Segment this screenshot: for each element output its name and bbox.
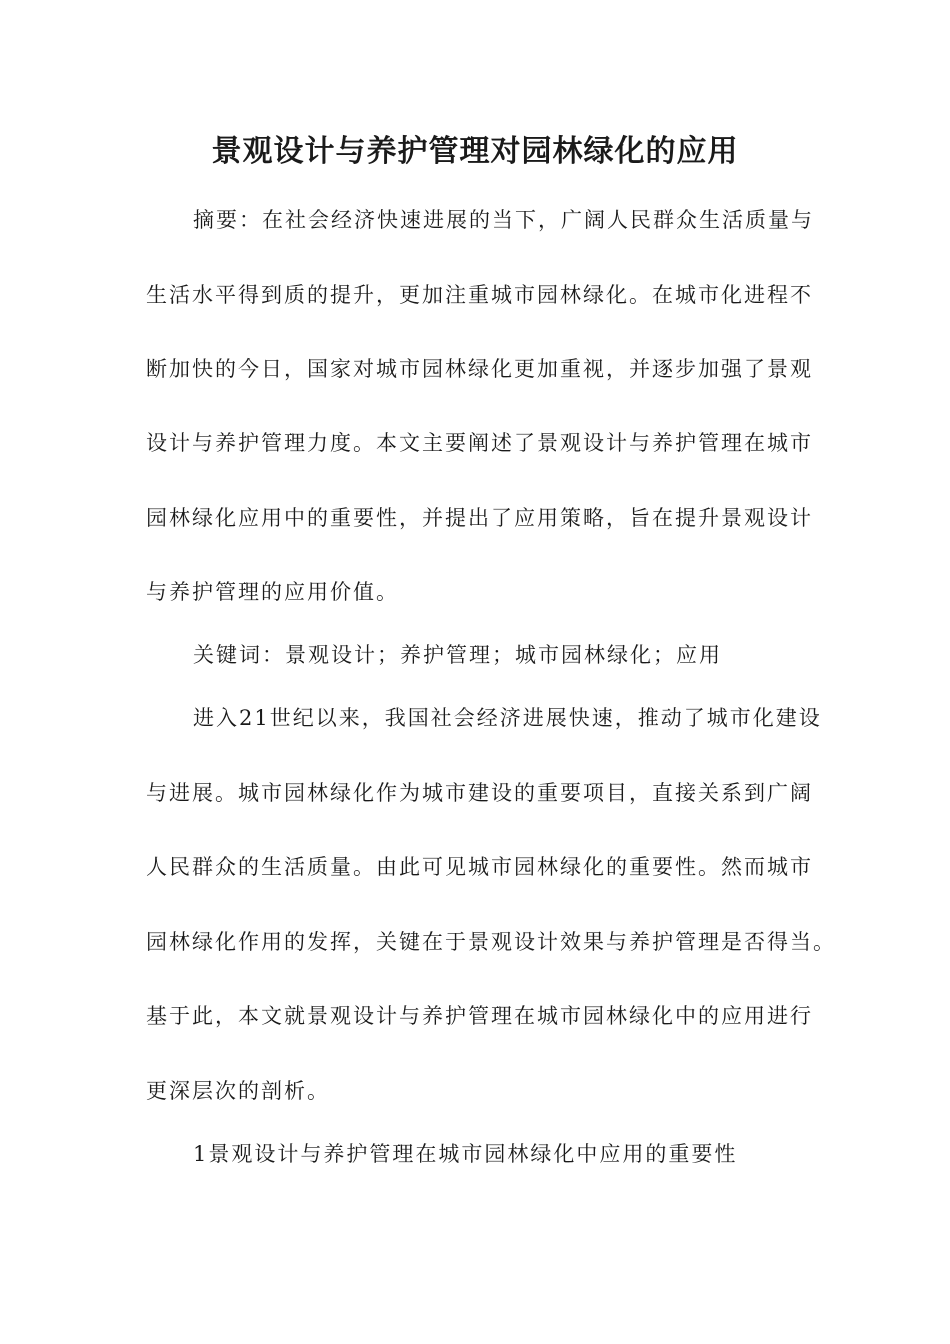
intro-line: 更深层次的剖析。 <box>146 1079 330 1103</box>
abstract-line: 生活水平得到质的提升，更加注重城市园林绿化。在城市化进程不 <box>146 283 813 307</box>
intro-line: 人民群众的生活质量。由此可见城市园林绿化的重要性。然而城市 <box>146 855 813 879</box>
document-title: 景观设计与养护管理对园林绿化的应用 <box>211 134 739 169</box>
abstract-line: 断加快的今日，国家对城市园林绿化更加重视，并逐步加强了景观 <box>146 357 813 381</box>
intro-line: 基于此，本文就景观设计与养护管理在城市园林绿化中的应用进行 <box>146 1004 813 1028</box>
abstract-line: 与养护管理的应用价值。 <box>146 580 399 604</box>
keywords-line: 关键词：景观设计；养护管理；城市园林绿化；应用 <box>193 643 722 667</box>
intro-line: 与进展。城市园林绿化作为城市建设的重要项目，直接关系到广阔 <box>146 781 813 805</box>
intro-line: 园林绿化作用的发挥，关键在于景观设计效果与养护管理是否得当。 <box>146 930 836 954</box>
abstract-line: 设计与养护管理力度。本文主要阐述了景观设计与养护管理在城市 <box>146 431 813 455</box>
abstract-line: 摘要：在社会经济快速进展的当下，广阔人民群众生活质量与 <box>193 208 814 232</box>
section-heading: 1景观设计与养护管理在城市园林绿化中应用的重要性 <box>193 1142 738 1166</box>
intro-line: 进入21世纪以来，我国社会经济进展快速，推动了城市化建设 <box>193 706 822 730</box>
abstract-line: 园林绿化应用中的重要性，并提出了应用策略，旨在提升景观设计 <box>146 506 813 530</box>
